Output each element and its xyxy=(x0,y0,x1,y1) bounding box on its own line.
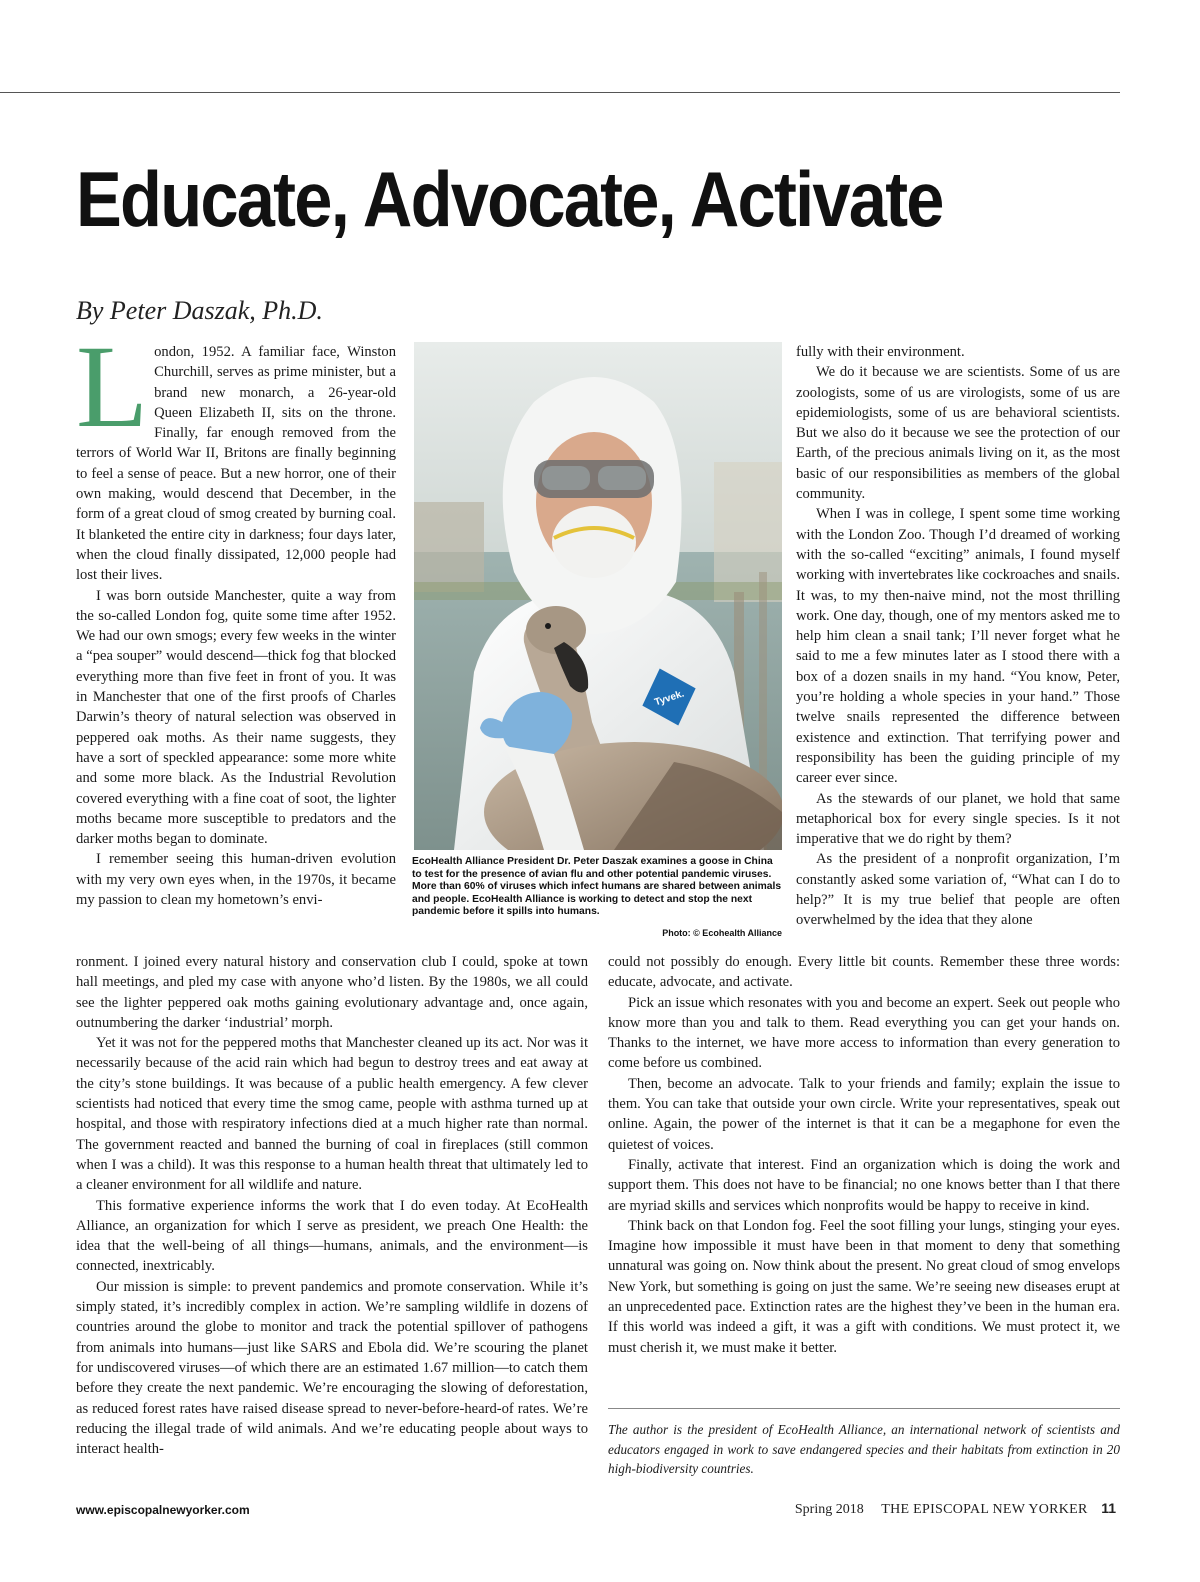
goose-examination-illustration xyxy=(414,342,782,850)
page-number: 11 xyxy=(1101,1500,1116,1516)
photo-caption: EcoHealth Alliance President Dr. Peter Daszak examines a goose in China to test for the presence of avian flu and other potential pandemic viruses. More than 60% of viruses which infect humans are shared between animals and people. EcoHealth Alliance is working to detect and stop the next pandemic before it spills into humans. xyxy=(412,856,782,918)
paragraph: could not possibly do enough. Every little bit counts. Remember these three words: educate, advocate, and activate. xyxy=(608,954,1120,991)
top-rule xyxy=(0,92,1120,93)
paragraph: I remember seeing this human-driven evolution with my very own eyes when, in the 1970s, it became my passion to clean my hometown’s envi- xyxy=(76,851,396,909)
author-note-rule xyxy=(608,1408,1120,1409)
footer-folio xyxy=(795,1500,1116,1518)
paragraph: As the president of a nonprofit organization, I’m constantly asked some variation of, “What can I do to help?” It is my true belief that people are often overwhelmed by the idea that they alone xyxy=(796,851,1120,929)
column-left-upper xyxy=(76,321,396,910)
footer-issue: Spring 2018 xyxy=(794,1502,864,1517)
column-right-upper xyxy=(796,342,1120,931)
footer-publication-name: THE EPISCOPAL NEW YORKER xyxy=(881,1502,1088,1517)
paragraph: Pick an issue which resonates with you and become an expert. Seek out people who know more than you and talk to them. Read everything you can get your hands on. Thanks to the internet, we have more access to information than every generation to come before us combined. xyxy=(608,994,1120,1072)
byline: By Peter Daszak, Ph.D. xyxy=(76,296,323,325)
article-photo xyxy=(414,342,782,850)
paragraph: As the stewards of our planet, we hold that same metaphorical box for every single species. Is it not imperative that we do right by them? xyxy=(796,790,1120,848)
photo-credit: Photo: © Ecohealth Alliance xyxy=(662,928,782,938)
paragraph: ondon, 1952. A familiar face, Winston Churchill, serves as prime minister, but a brand new monarch, a 26-year-old Queen Elizabeth II, sits on the throne. Finally, far enough removed from the terrors of World War II, Britons are finally beginning to feel a sense of peace. But a new horror, one of their own making, would descend that December, in the form of a great cloud of smog created by burning coal. It blanketed the entire city in darkness; four days later, when the cloud finally dissipated, 12,000 people had lost their lives. xyxy=(76,344,396,584)
column-right-lower xyxy=(608,952,1120,1358)
paragraph: We do it because we are scientists. Some of us are zoologists, some of us are virologists, some of us are epidemiologists, some of us are behavioral scientists. But we also do it because we see the protection of our Earth, of the precious animals living on it, as the most basic of our responsibilities as members of the global community. xyxy=(796,364,1120,503)
footer-website-url: www.episcopalnewyorker.com xyxy=(76,1503,250,1517)
paragraph: I was born outside Manchester, quite a way from the so-called London fog, quite some time after 1952. We had our own smogs; every few weeks in the winter a “pea souper” would descend—thick fog that blocked everything more than five feet in front of you. It was in Manchester that one of the first proofs of Charles Darwin’s theory of natural selection was observed in peppered oak moths. As their name suggests, they have a sort of speckled appearance: some more white and some more black. As the Industrial Revolution covered everything with a fine coat of soot, the lighter moths became more susceptible to predators and the darker moths began to dominate. xyxy=(76,587,396,848)
drop-cap: L xyxy=(76,321,149,452)
paragraph: Then, become an advocate. Talk to your friends and family; explain the issue to them. You can take that outside your own circle. Write your representatives, speak out online. Again, the power of the internet is that it can be a megaphone for even the quietest of voices. xyxy=(608,1075,1120,1153)
article-title: Educate, Advocate, Activate xyxy=(76,155,943,243)
column-left-lower xyxy=(76,952,588,1459)
suit-logo-text: Tyvek. xyxy=(653,688,686,709)
paragraph: Our mission is simple: to prevent pandemics and promote conservation. While it’s simply stated, it’s incredibly complex in action. We’re sampling wildlife in dozens of countries around the globe to monitor and track the potential spillover of pathogens from animals into humans—just like SARS and Ebola did. We’re scouring the planet for undiscovered viruses—of which there are an estimated 1.67 million—to catch them before they create the next pandemic. We’re encouraging the slowing of deforestation, as reduced forest rates have raised disease spread to never-before-heard-of rates. We’re reducing the illegal trade of wild animals. And we’re educating people about ways to interact health- xyxy=(76,1278,588,1458)
paragraph: ronment. I joined every natural history and conservation club I could, spoke at town hall meetings, and pled my case with anyone who’d listen. By the 1980s, we all could see the lighter peppered oak moths gaining evolutionary advantage and, once again, outnumbering the darker ‘industrial’ morph. xyxy=(76,954,588,1031)
paragraph: Finally, activate that interest. Find an organization which is doing the work and support them. This does not have to be financial; no one knows better than I that there are myriad skills and services which nonprofits would be happy to receive in kind. xyxy=(608,1156,1120,1214)
paragraph: When I was in college, I spent some time working with the London Zoo. Though I’d dreamed of working with the so-called “exciting” animals, I found myself working with invertebrates like cockroaches and snails. It was, to my then-naive mind, not the most thrilling work. One day, though, one of my mentors asked me to help him clean a snail tank; I’ll never forget what he said to me a few minutes later as I stood there with a box of a dozen snails in my hand. “You know, Peter, you’re holding a whole species in your hand.” Those twelve snails represented the difference between existence and extinction. That terrifying power and responsibility has been the guiding principle of my career ever since. xyxy=(796,506,1120,787)
paragraph: Think back on that London fog. Feel the soot filling your lungs, stinging your eyes. Imagine how impossible it must have been in that moment to deny that something unnatural was going on. Now think about the present. No great cloud of smog envelops New York, but something is going on just the same. We’re seeing new diseases erupt at an unprecedented pace. Extinction rates are the highest they’ve been in the human era. If this world was indeed a gift, it was a gift with conditions. We must protect it, we must cherish it, we must make it better. xyxy=(608,1217,1120,1356)
author-note: The author is the president of EcoHealth Alliance, an international network of scientists and educators engaged in work to save endangered species and their habitats from extinction in 20 high-biodiversity countries. xyxy=(608,1422,1120,1476)
paragraph: fully with their environment. xyxy=(796,344,965,360)
paragraph: This formative experience informs the work that I do even today. At EcoHealth Alliance, an organization for which I serve as president, we preach One Health: the idea that the well-being of all things—humans, animals, and the environment—is connected, inextricably. xyxy=(76,1197,588,1275)
paragraph: Yet it was not for the peppered moths that Manchester cleaned up its act. Nor was it necessarily because of the acid rain which had begun to destroy trees and eat away at the city’s stone buildings. It was because of a public health emergency. A few clever scientists had noticed that every time the smog came, people with asthma turned up at hospital, and those with respiratory infections died at a much higher rate than normal. The government reacted and banned the burning of coal in fireplaces (still common when I was a child). It was this response to a human health threat that ultimately led to a cleaner environment for all wildlife and nature. xyxy=(76,1035,588,1194)
